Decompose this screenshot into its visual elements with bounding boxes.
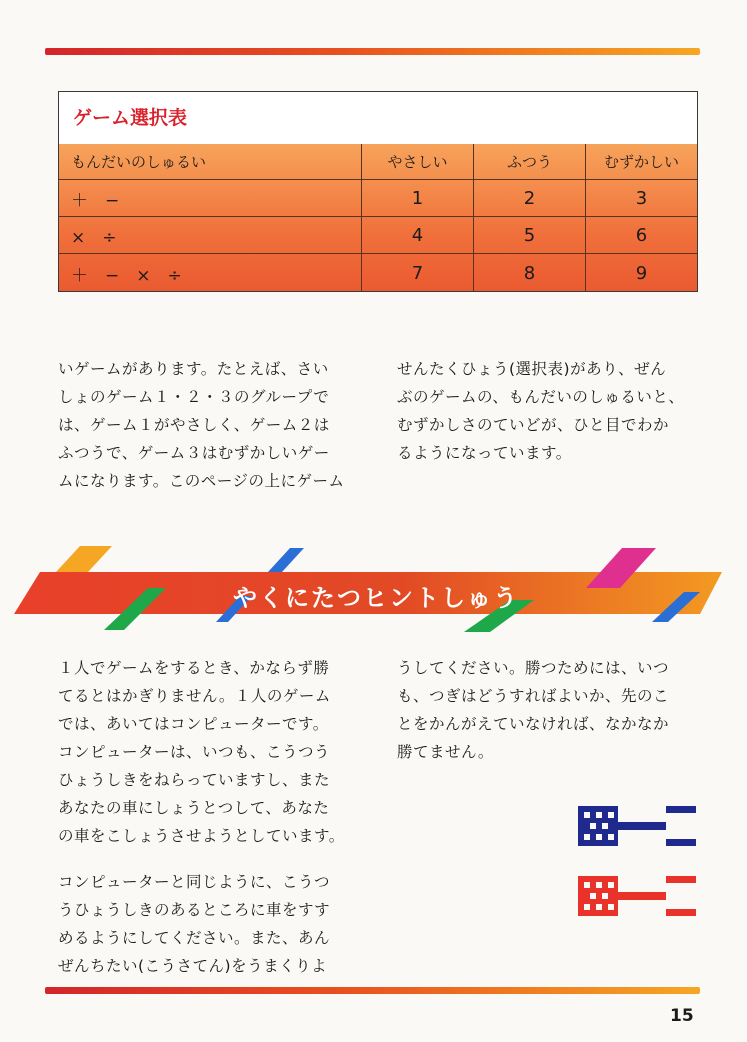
hints-title: やくにたつヒントしゅう <box>233 584 519 612</box>
header-problem-type: もんだいのしゅるい <box>59 144 362 179</box>
page-number: 15 <box>670 1006 694 1026</box>
game-selection-table <box>58 91 698 292</box>
cell-value: 8 <box>474 254 586 292</box>
cell-value: 2 <box>474 180 586 216</box>
text-line: コンピューターと同じように、こうつ <box>58 873 331 891</box>
cell-value: 4 <box>362 217 474 253</box>
text-line: ムになります。このページの上にゲーム <box>58 472 345 490</box>
hints-paragraph-3 <box>397 654 702 766</box>
text-line: てるとはかぎりません。１人のゲーム <box>58 687 331 705</box>
table-row <box>59 217 697 254</box>
text-line: あなたの車にしょうとつして、あなた <box>58 799 330 817</box>
banner-accent <box>56 546 112 572</box>
text-line: うしてください。勝つためには、いつ <box>397 659 670 677</box>
intro-left-paragraph <box>58 355 368 495</box>
text-line: ひょうしきをねらっていますし、また <box>58 771 331 789</box>
cell-value: 3 <box>635 187 648 209</box>
header-hard: むずかしい <box>603 153 679 171</box>
text-line: うひょうしきのあるところに車をすす <box>58 901 331 919</box>
text-line: の車をこしょうさせようとしています。 <box>58 827 345 845</box>
cell-value: 7 <box>362 254 474 292</box>
text-line: めるようにしてください。また、あん <box>58 929 331 947</box>
blue-car-icon <box>578 806 696 846</box>
row-type: ＋ − × ÷ <box>59 254 362 292</box>
text-line: は、ゲーム１がやさしく、ゲーム２は <box>58 416 330 434</box>
table-row <box>59 180 697 217</box>
row-type: ＋ − <box>59 180 362 216</box>
header-normal: ふつう <box>474 144 586 179</box>
text-line: １人でゲームをするとき、かならず勝 <box>58 659 330 677</box>
text-line: 勝てません。 <box>397 743 494 761</box>
intro-right-paragraph <box>397 355 702 467</box>
text-line: いゲームがあります。たとえば、さい <box>58 360 329 378</box>
row-type: × ÷ <box>59 217 362 253</box>
cell-value: 6 <box>635 224 648 246</box>
hints-paragraph-1 <box>58 654 368 850</box>
header-easy: やさしい <box>362 144 474 179</box>
top-rule <box>45 48 700 55</box>
table-header-row <box>59 144 697 180</box>
table-grid <box>59 144 697 291</box>
text-line: しょのゲーム１・２・３のグループで <box>58 388 330 406</box>
text-line: るようになっています。 <box>397 444 572 462</box>
text-line: ぶのゲームの、もんだいのしゅるいと、 <box>397 388 685 406</box>
cell-value: 9 <box>635 262 648 284</box>
text-line: ぜんちたい(こうさてん)をうまくりよ <box>58 957 328 975</box>
bottom-rule <box>45 987 700 994</box>
text-line: コンピューターは、いつも、こうつう <box>58 743 331 761</box>
hints-paragraph-2 <box>58 868 368 980</box>
text-line: とをかんがえていなければ、なかなか <box>397 715 670 733</box>
table-title: ゲーム選択表 <box>59 92 697 145</box>
red-car-icon <box>578 876 696 916</box>
banner-accent <box>268 548 304 572</box>
text-line: では、あいてはコンピューターです。 <box>58 715 329 733</box>
text-line: せんたくひょう(選択表)があり、ぜん <box>397 360 667 378</box>
text-line: むずかしさのていどが、ひと目でわか <box>397 416 670 434</box>
table-row <box>59 254 697 292</box>
text-line: ふつうで、ゲーム３はむずかしいゲー <box>58 444 330 462</box>
text-line: も、つぎはどうすればよいか、先のこ <box>397 687 670 705</box>
cell-value: 5 <box>474 217 586 253</box>
cell-value: 1 <box>362 180 474 216</box>
